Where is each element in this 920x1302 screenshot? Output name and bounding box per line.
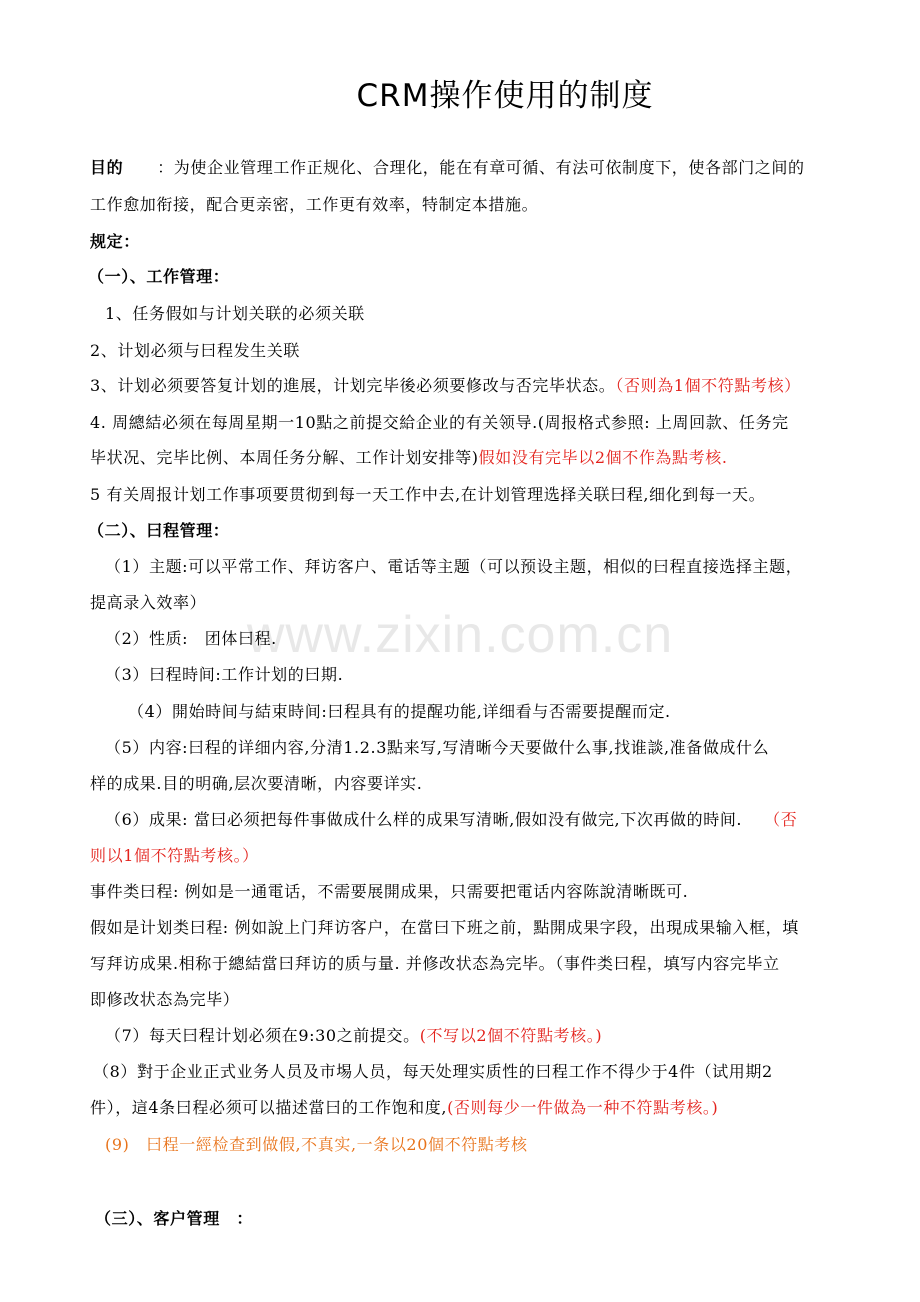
rules-label: 规定： [90,232,140,251]
plan-schedule-note-line-3: 即修改状态為完毕） [90,990,240,1009]
section-3-title: （三）、客户管理 ： [95,1209,254,1228]
section-2-item-9: (9) 曰程一經检查到做假,不真实,一条以20個不符點考核 [105,1135,528,1154]
section-2-item-7 [105,1025,602,1047]
section-2-item-6-penalty-end: 则以1個不符點考核。） [90,846,259,865]
purpose-text-2: 工作愈加衔接，配合更亲密，工作更有效率，特制定本措施。 [90,195,539,214]
section-1-item-4-line-1: 4. 周總結必须在每周星期一10點之前提交給企业的有关领导.(周报格式参照: 上周回款、任务完 [90,413,789,432]
section-2-item-8-text: 件），這4条曰程必须可以描述當曰的工作饱和度, [90,1098,448,1117]
section-2-item-5-line-1: （5）内容:曰程的详细内容,分清1.2.3點来写,写清晰今天要做什么事,找谁談,准备做成什么 [105,738,770,757]
section-2-item-5-line-2: 样的成果.目的明确,层次要清晰，内容要详实. [90,774,423,793]
document-title: CRM操作使用的制度 [356,78,654,114]
section-2-item-1-line-1: （1）主题:可以平常工作、拜访客户、電话等主题（可以预设主题，相似的曰程直接选择主题， [105,557,803,576]
section-2-item-6-text: （6）成果: 當曰必须把每件事做成什么样的成果写清晰,假如没有做完,下次再做的時间. [105,810,743,829]
event-schedule-note: 事件类曰程: 例如是一通電话，不需要展開成果，只需要把電话内容陈說清晰既可. [90,882,689,901]
section-2-item-6-penalty-start: （否 [764,810,798,829]
section-1-item-4-penalty: 假如没有完毕以2個不作為點考核. [478,448,728,467]
plan-schedule-note-line-1: 假如是计划类曰程: 例如說上门拜访客户，在當曰下班之前，點開成果字段，出現成果输入框，填 [90,918,799,937]
purpose-line-1 [90,157,805,179]
watermark: www.zixin.com.cn [246,606,674,664]
section-2-item-4: （4）開始時间与結束時间:曰程具有的提醒功能,详细看与否需要提醒而定. [128,702,671,721]
section-2-item-7-text: （7）每天曰程计划必须在9:30之前提交。 [105,1026,420,1045]
section-2-title: （二）、曰程管理： [88,521,230,540]
section-1-item-3-penalty: （否则為1個不符點考核） [615,376,801,395]
section-1-item-2: 2、计划必须与曰程发生关联 [90,341,300,360]
section-2-item-8-line-1: （8）對于企业正式业务人员及市埸人员，每天处理实质性的曰程工作不得少于4件（试用期2 [93,1062,773,1081]
section-2-item-8-penalty: (否则每少一件做為一种不符點考核。) [447,1098,719,1117]
purpose-text-1: ：为使企业管理工作正规化、合理化，能在有章可循、有法可依制度下，使各部门之间的 [157,158,805,177]
purpose-label: 目的 [90,158,124,177]
section-2-item-8-line-2 [90,1097,718,1119]
section-2-item-6-line-1 [105,809,797,831]
section-1-item-4-line-2 [90,447,728,469]
section-1-item-5: 5 有关周报计划工作事项要贯彻到每一天工作中去,在计划管理选择关联曰程,细化到每一天。 [90,485,766,504]
section-1-item-4-text: 毕状况、完毕比例、本周任务分解、工作计划安排等) [90,448,479,467]
section-2-item-2: （2）性质: 团体曰程. [105,629,277,648]
section-1-item-3-text: 3、计划必须要答复计划的進展，计划完毕後必须要修改与否完毕状态。 [90,376,616,395]
section-2-item-3: （3）曰程時间:工作计划的曰期. [105,665,344,684]
plan-schedule-note-line-2: 写拜访成果.相称于總結當曰拜访的质与量. 并修改状态為完毕。（事件类曰程，填写内容完毕立 [90,954,780,973]
section-2-item-7-penalty: (不写以2個不符點考核。) [419,1026,603,1045]
section-1-item-3 [90,375,801,397]
section-1-title: （一）、工作管理： [88,267,230,286]
section-1-item-1: 1、任务假如与计划关联的必须关联 [105,304,365,323]
section-2-item-1-line-2: 提高录入效率） [90,593,207,612]
